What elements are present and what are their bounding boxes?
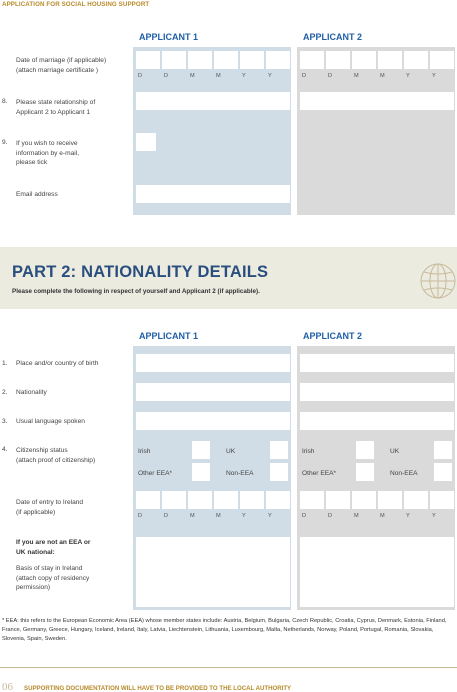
basis-of-stay-label-line3: permission) — [16, 584, 51, 591]
q2-number: 2. — [2, 389, 8, 396]
date-digit-box[interactable] — [352, 491, 376, 509]
applicant1-heading: APPLICANT 1 — [139, 32, 199, 42]
entry-date-label-line1: Date of entry to Ireland — [16, 499, 84, 506]
entry-date-field-applicant2[interactable] — [300, 491, 454, 524]
page-header-title: APPLICATION FOR SOCIAL HOUSING SUPPORT — [2, 1, 150, 8]
email-opt-in-checkbox[interactable] — [136, 133, 156, 151]
date-digit-box[interactable] — [378, 51, 402, 69]
non-eea-heading — [16, 538, 91, 557]
language-input-applicant1[interactable] — [136, 412, 290, 430]
q9-label-line1: If you wish to receive — [16, 140, 78, 147]
date-digit-box[interactable] — [404, 51, 428, 69]
q4-number: 4. — [2, 446, 8, 453]
date-digit-letter: Y — [242, 73, 246, 79]
other-eea-checkbox-applicant1[interactable] — [192, 463, 210, 481]
uk-label-applicant2: UK — [390, 448, 400, 455]
language-input-applicant2[interactable] — [300, 412, 454, 430]
date-digit-letter: D — [138, 513, 143, 519]
marriage-date-field-applicant2[interactable] — [300, 51, 454, 84]
basis-of-stay-label-line2: (attach copy of residency — [16, 574, 90, 582]
q9-label — [16, 139, 79, 168]
non-eea-heading-line1: If you are not an EEA or — [16, 539, 91, 546]
uk-label-applicant1: UK — [226, 448, 236, 455]
globe-icon — [418, 261, 457, 301]
uk-checkbox-applicant2[interactable] — [434, 441, 452, 459]
date-digit-box[interactable] — [214, 51, 238, 69]
other-eea-label-applicant1: Other EEA* — [138, 470, 173, 477]
birthplace-input-applicant1[interactable] — [136, 354, 290, 372]
part2-subtitle: Please complete the following in respect of yourself and Applicant 2 (if applicable). — [12, 288, 260, 295]
q8-label — [16, 98, 95, 117]
date-digit-box[interactable] — [378, 491, 402, 509]
marriage-date-label-line1: Date of marriage (if applicable) — [16, 57, 107, 64]
date-digit-letter: M — [216, 73, 221, 79]
date-digit-letter: M — [380, 513, 385, 519]
date-digit-letter: M — [354, 73, 359, 79]
date-digit-letter: Y — [268, 73, 272, 79]
date-digit-box[interactable] — [300, 51, 324, 69]
date-digit-box[interactable] — [300, 491, 324, 509]
basis-of-stay-label — [16, 564, 89, 593]
q8-label-line2: Applicant 2 to Applicant 1 — [16, 108, 91, 116]
non-eea-checkbox-applicant2[interactable] — [434, 463, 452, 481]
date-digit-letter: D — [302, 73, 307, 79]
q8-number: 8. — [2, 98, 8, 105]
date-digit-box[interactable] — [352, 51, 376, 69]
date-digit-letter: M — [380, 73, 385, 79]
applicant1-heading-part2: APPLICANT 1 — [139, 331, 199, 341]
date-digit-box[interactable] — [266, 491, 290, 509]
date-digit-box[interactable] — [326, 51, 350, 69]
eea-footnote: * EEA: this refers to the European Economic Area (EEA) whose member states include: Austria, Belgium, Bulgaria, Czech Republic, Croatia, Cyprus, Denmark, Estonia, Finland, France, Germany, Greece, Hungary, Iceland, Ireland, Italy, Latvia, Liechtenstein, Lithuania, Luxembourg, Malta, Netherlands, Norway, Poland, Portugal, Romania, Slovakia, Slovenia, Spain, Sweden. — [2, 618, 447, 643]
date-digit-letter: D — [328, 73, 333, 79]
nationality-input-applicant1[interactable] — [136, 383, 290, 401]
date-digit-letter: Y — [242, 513, 246, 519]
footer-text: SUPPORTING DOCUMENTATION WILL HAVE TO BE PROVIDED TO THE LOCAL AUTHORITY — [24, 685, 292, 692]
irish-checkbox-applicant2[interactable] — [356, 441, 374, 459]
date-digit-letter: D — [138, 73, 143, 79]
entry-date-field-applicant1[interactable] — [136, 491, 290, 524]
date-digit-box[interactable] — [240, 491, 264, 509]
date-digit-box[interactable] — [162, 491, 186, 509]
basis-of-stay-input-applicant1[interactable] — [136, 537, 290, 607]
q4-label-line2: (attach proof of citizenship) — [16, 456, 96, 464]
q3-number: 3. — [2, 418, 8, 425]
date-digit-box[interactable] — [136, 51, 160, 69]
applicant2-heading: APPLICANT 2 — [303, 32, 363, 42]
date-digit-box[interactable] — [430, 491, 454, 509]
date-digit-box[interactable] — [266, 51, 290, 69]
relationship-input-applicant2[interactable] — [300, 92, 454, 110]
entry-date-label-line2: (if applicable) — [16, 508, 56, 516]
q2-label: Nationality — [16, 389, 47, 396]
q9-label-line2: information by e-mail, — [16, 149, 80, 157]
date-digit-letter: M — [354, 513, 359, 519]
nationality-input-applicant2[interactable] — [300, 383, 454, 401]
marriage-date-label — [16, 56, 106, 75]
uk-checkbox-applicant1[interactable] — [270, 441, 288, 459]
other-eea-label-applicant2: Other EEA* — [302, 470, 337, 477]
date-digit-letter: D — [164, 73, 169, 79]
basis-of-stay-input-applicant2[interactable] — [300, 537, 454, 607]
date-digit-letter: M — [216, 513, 221, 519]
date-digit-letter: Y — [268, 513, 272, 519]
other-eea-checkbox-applicant2[interactable] — [356, 463, 374, 481]
relationship-input-applicant1[interactable] — [136, 92, 290, 110]
email-input-applicant1[interactable] — [136, 185, 290, 203]
date-digit-letter: Y — [432, 513, 436, 519]
marriage-date-field-applicant1[interactable] — [136, 51, 290, 84]
date-digit-letter: D — [328, 513, 333, 519]
date-digit-box[interactable] — [404, 491, 428, 509]
applicant2-heading-part2: APPLICANT 2 — [303, 331, 363, 341]
irish-label-applicant1: Irish — [138, 448, 151, 455]
irish-label-applicant2: Irish — [302, 448, 315, 455]
q3-label: Usual language spoken — [16, 418, 85, 425]
date-digit-letter: D — [302, 513, 307, 519]
date-digit-letter: M — [190, 513, 195, 519]
date-digit-box[interactable] — [188, 51, 212, 69]
q1-label: Place and/or country of birth — [16, 360, 99, 367]
non-eea-label-applicant1: Non-EEA — [226, 470, 254, 477]
date-digit-box[interactable] — [214, 491, 238, 509]
non-eea-checkbox-applicant1[interactable] — [270, 463, 288, 481]
date-digit-box[interactable] — [162, 51, 186, 69]
entry-date-label — [16, 498, 83, 517]
date-digit-letter: D — [164, 513, 169, 519]
date-digit-box[interactable] — [136, 491, 160, 509]
page-number: 06 — [2, 681, 13, 692]
q9-number: 9. — [2, 139, 8, 146]
non-eea-heading-line2: UK national: — [16, 548, 55, 556]
q9-label-line3: please tick — [16, 159, 48, 166]
email-label: Email address — [16, 191, 58, 198]
birthplace-input-applicant2[interactable] — [300, 354, 454, 372]
date-digit-box[interactable] — [430, 51, 454, 69]
date-digit-letter: Y — [406, 513, 410, 519]
date-digit-letter: M — [190, 73, 195, 79]
irish-checkbox-applicant1[interactable] — [192, 441, 210, 459]
q8-label-line1: Please state relationship of — [16, 99, 96, 106]
part2-title: PART 2: NATIONALITY DETAILS — [12, 263, 269, 281]
date-digit-box[interactable] — [188, 491, 212, 509]
non-eea-label-applicant2: Non-EEA — [390, 470, 418, 477]
q4-label-line1: Citizenship status — [16, 447, 68, 454]
date-digit-letter: Y — [406, 73, 410, 79]
q1-number: 1. — [2, 360, 8, 367]
q4-label — [16, 446, 95, 465]
marriage-date-label-line2: (attach marriage certificate ) — [16, 66, 99, 74]
date-digit-box[interactable] — [240, 51, 264, 69]
date-digit-box[interactable] — [326, 491, 350, 509]
basis-of-stay-label-line1: Basis of stay in Ireland — [16, 565, 83, 572]
date-digit-letter: Y — [432, 73, 436, 79]
footer-divider — [0, 667, 457, 668]
